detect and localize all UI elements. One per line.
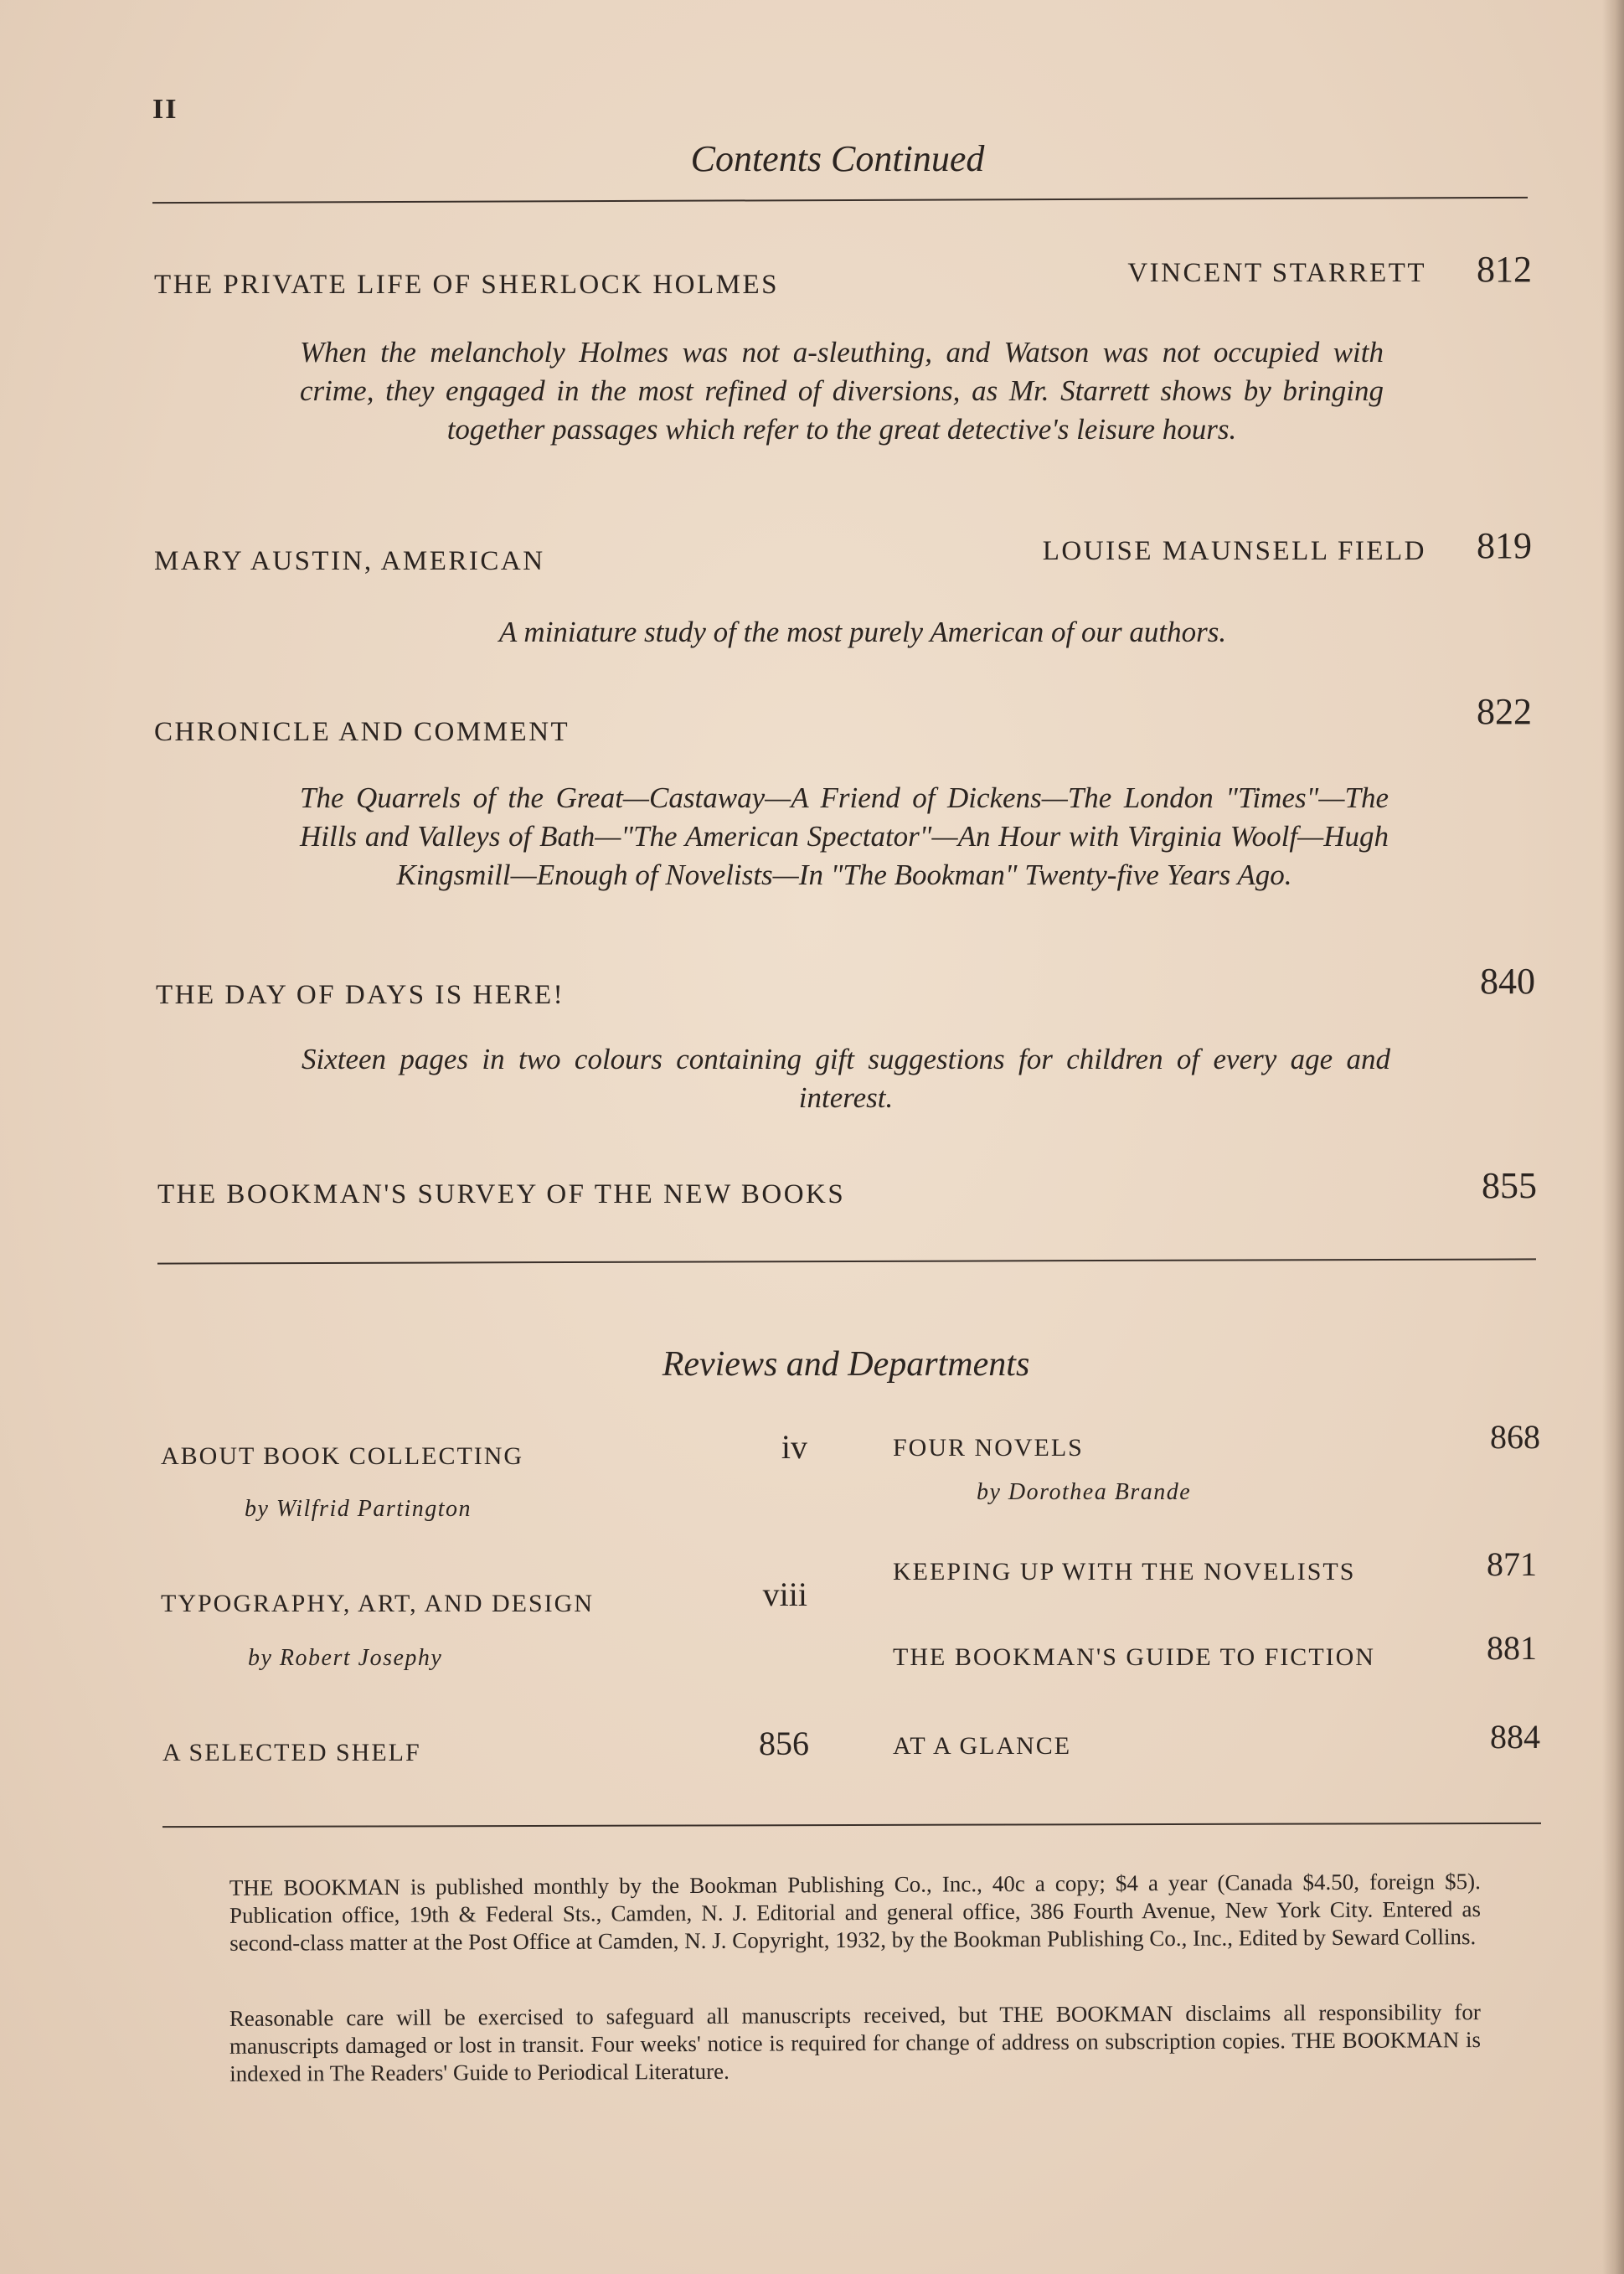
publication-notice: THE BOOKMAN is published monthly by the Bookman Publishing Co., Inc., 40c a copy; $4 a year (Canada $4.50, foreign $5). Publication office, 19th & Federal Sts., Camden, N. J. Editorial and general office, 386 Fourth Avenue, New York City. Entered as second-class matter at the Post Office at Camden, N. J. Copyright, 1932, by the Bookman Publishing Co., Inc., Edited by Seward Collins.	[229, 1869, 1482, 1956]
review-title-guide-to-fiction: THE BOOKMAN'S GUIDE TO FICTION	[893, 1643, 1375, 1671]
review-by-partington: by Wilfrid Partington	[245, 1496, 472, 1522]
entry-title-day-of-days: THE DAY OF DAYS IS HERE!	[156, 980, 565, 1010]
review-by-brande: by Dorothea Brande	[977, 1479, 1192, 1505]
top-rule	[152, 197, 1528, 204]
review-page-four-novels: 868	[1490, 1418, 1540, 1456]
review-page-selected-shelf: 856	[759, 1725, 809, 1762]
review-page-typography: viii	[762, 1575, 807, 1613]
page-number: II	[152, 94, 178, 125]
review-title-keeping-up: KEEPING UP WITH THE NOVELISTS	[893, 1558, 1356, 1586]
entry-author-sherlock: VINCENT STARRETT	[1127, 258, 1426, 288]
entry-desc-sherlock: When the melancholy Holmes was not a-sleuthing, and Watson was not occupied with crime, they engaged in the most refined of diversions, as Mr. Starrett shows by bringing together passages which refer to the great detective's leisure hours.	[300, 336, 1384, 446]
review-title-selected-shelf: A SELECTED SHELF	[162, 1739, 421, 1766]
review-page-at-a-glance: 884	[1490, 1718, 1540, 1756]
entry-desc-mary-austin: A miniature study of the most purely American of our authors.	[498, 616, 1227, 648]
bottom-rule	[162, 1823, 1541, 1828]
review-title-typography: TYPOGRAPHY, ART, AND DESIGN	[161, 1590, 594, 1617]
entry-title-mary-austin: MARY AUSTIN, AMERICAN	[154, 546, 545, 576]
review-by-josephy: by Robert Josephy	[248, 1645, 443, 1671]
entry-desc-chronicle: The Quarrels of the Great—Castaway—A Friend of Dickens—The London "Times"—The Hills and Valleys of Bath—"The American Spectator"—An Hour with Virginia Woolf—Hugh Kingsmill—Enough of Novelists—In "The Bookman" Twenty-five Years Ago.	[300, 781, 1389, 891]
entry-title-chronicle: CHRONICLE AND COMMENT	[154, 717, 570, 747]
review-title-book-collecting: ABOUT BOOK COLLECTING	[161, 1442, 524, 1470]
review-title-at-a-glance: AT A GLANCE	[893, 1732, 1072, 1760]
review-page-guide-to-fiction: 881	[1487, 1629, 1537, 1667]
entry-page-sherlock: 812	[1477, 249, 1532, 290]
reviews-heading: Reviews and Departments	[662, 1345, 1030, 1384]
entry-page-mary-austin: 819	[1477, 525, 1532, 566]
entry-title-sherlock: THE PRIVATE LIFE OF SHERLOCK HOLMES	[154, 270, 780, 300]
entry-page-chronicle: 822	[1477, 691, 1532, 732]
review-page-book-collecting: iv	[781, 1428, 807, 1466]
review-title-four-novels: FOUR NOVELS	[893, 1434, 1084, 1462]
manuscripts-disclaimer: Reasonable care will be exercised to safeguard all manuscripts received, but THE BOOKMAN disclaims all responsibility for manuscripts damaged or lost in transit. Four weeks' notice is required for change of address on subscription copies. THE BOOKMAN is indexed in The Readers' Guide to Periodical Literature.	[229, 1999, 1482, 2086]
entry-author-mary-austin: LOUISE MAUNSELL FIELD	[1042, 536, 1426, 566]
entry-page-day-of-days: 840	[1480, 961, 1535, 1002]
review-page-keeping-up: 871	[1487, 1545, 1537, 1583]
middle-rule	[157, 1258, 1536, 1264]
entry-page-survey: 855	[1482, 1165, 1537, 1206]
entry-desc-day-of-days: Sixteen pages in two colours containing gift suggestions for children of every age and interest.	[302, 1043, 1390, 1114]
page-edge-shadow	[1602, 0, 1624, 2274]
contents-heading: Contents Continued	[690, 138, 985, 179]
entry-title-survey: THE BOOKMAN'S SURVEY OF THE NEW BOOKS	[157, 1179, 846, 1209]
